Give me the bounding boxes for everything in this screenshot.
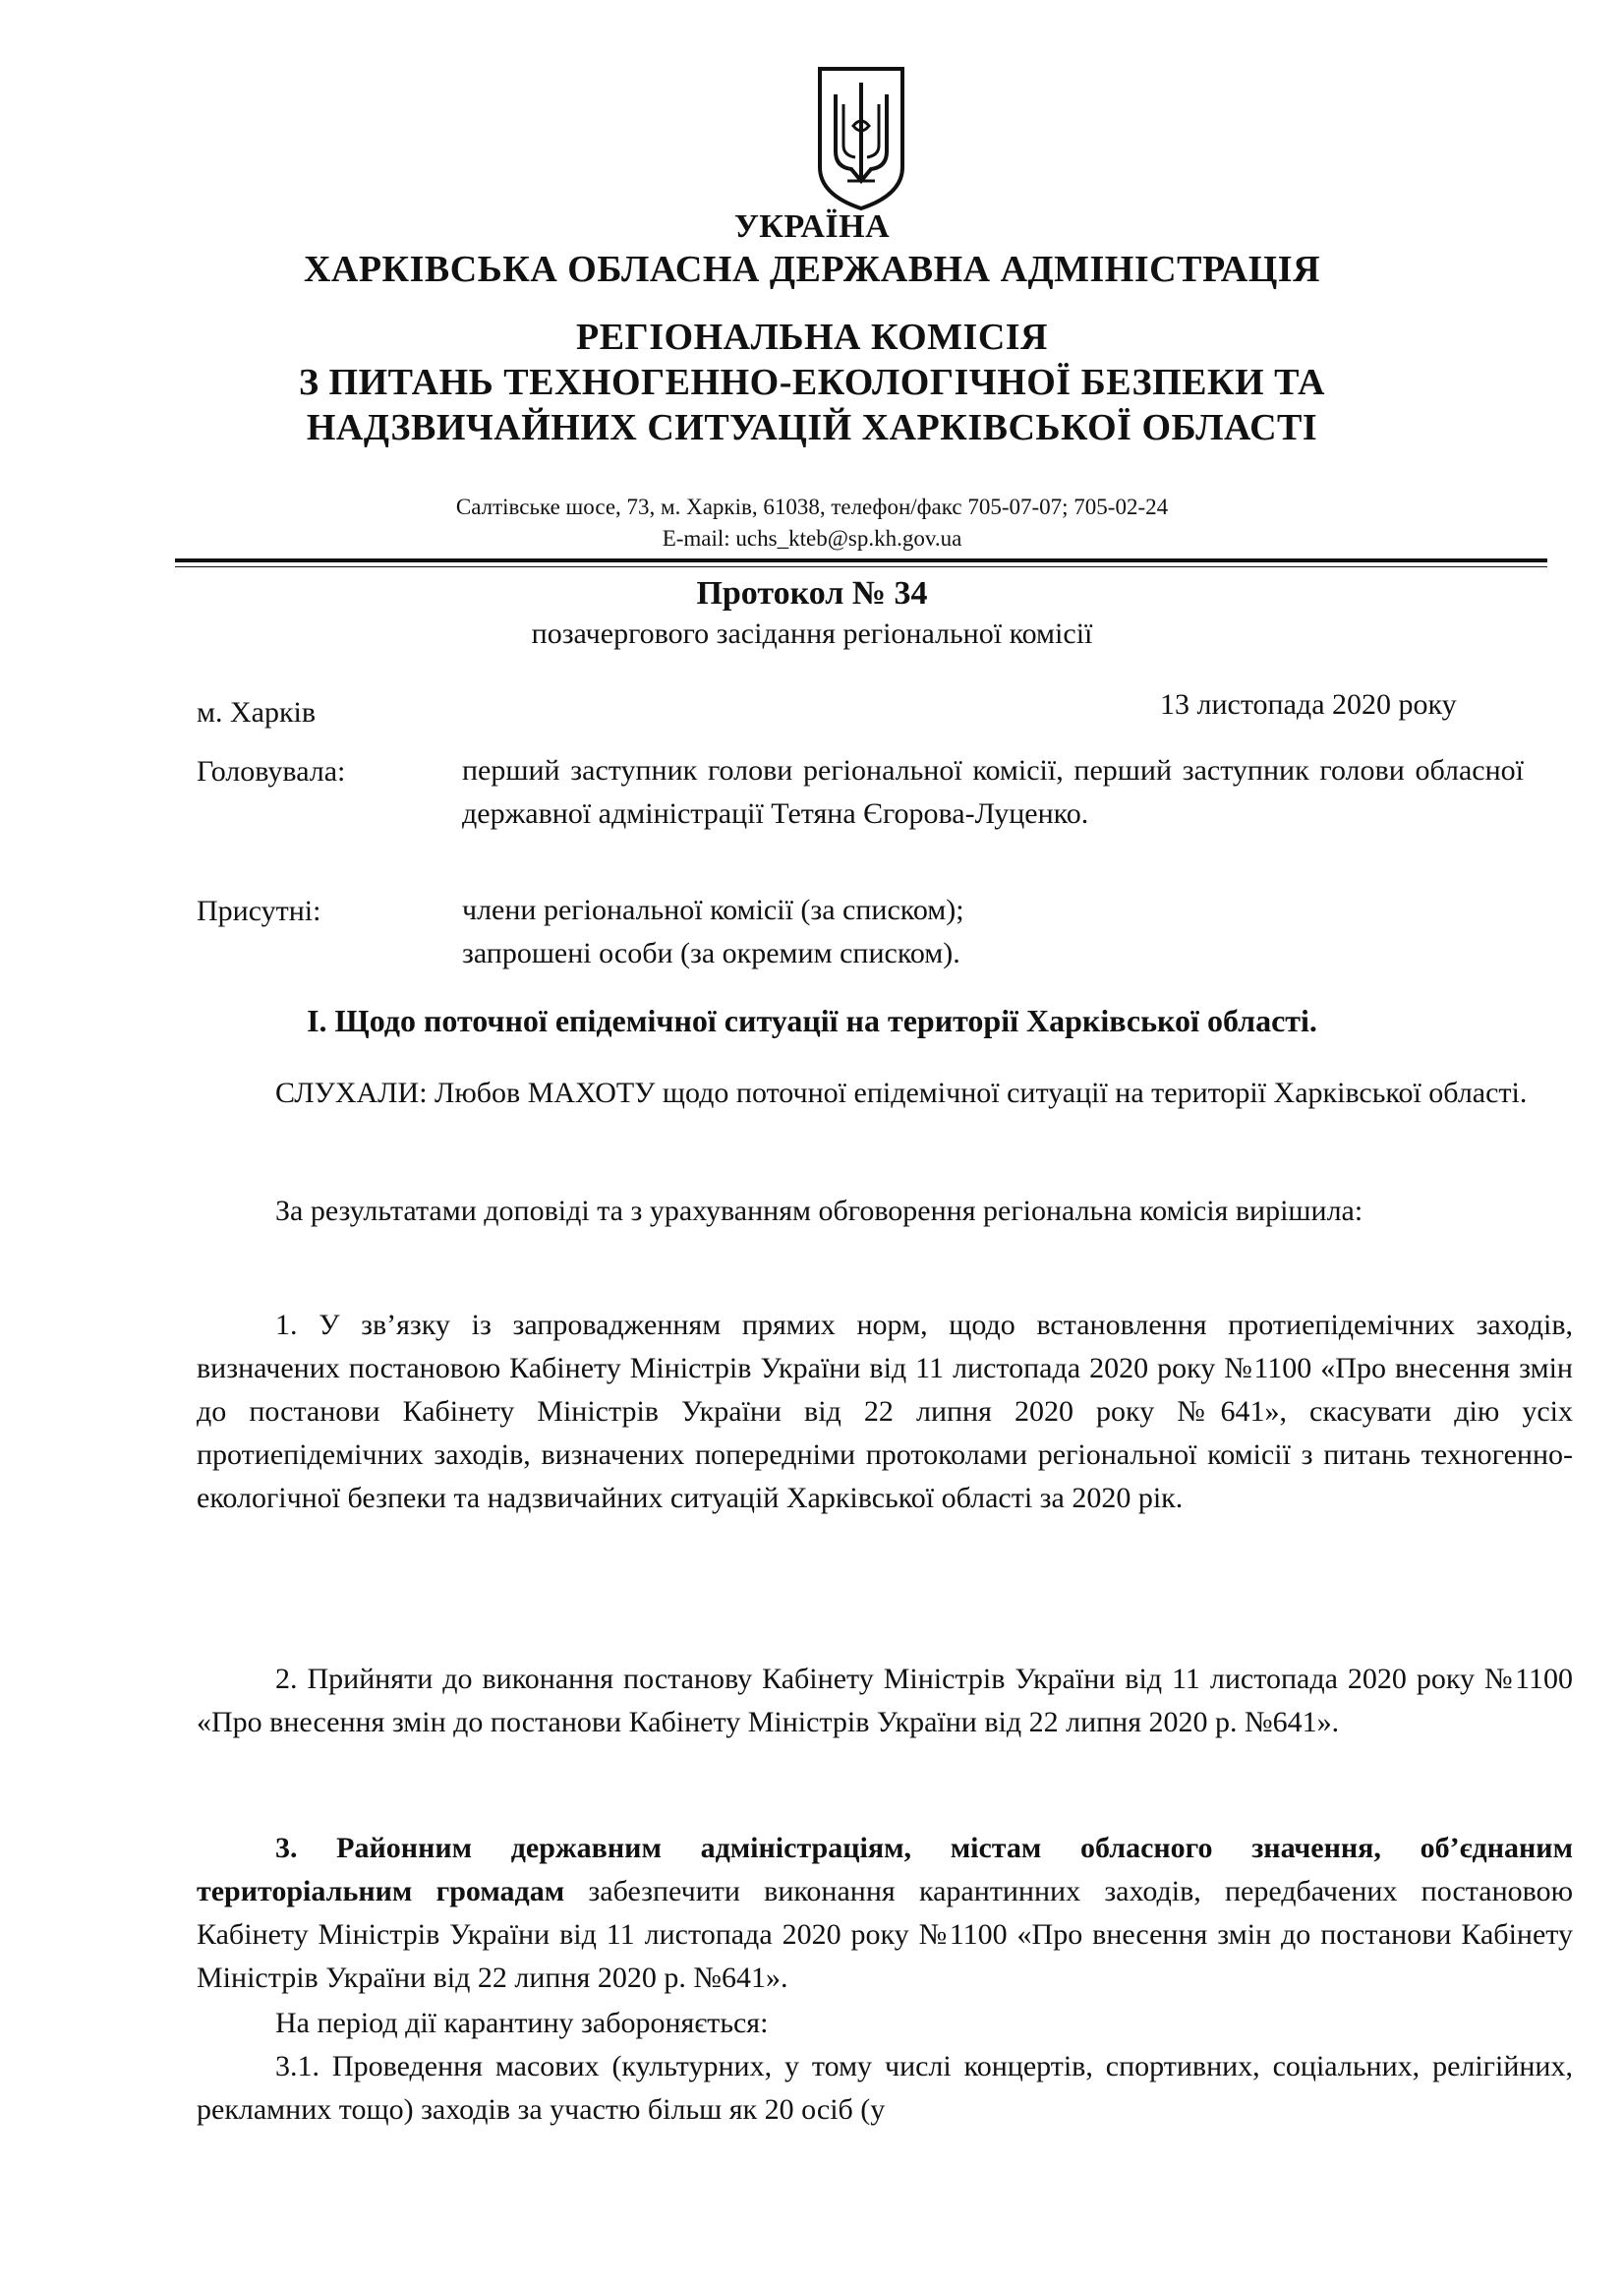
section-heading: I. Щодо поточної епідемічної ситуації на території Харківської області.	[307, 1003, 1317, 1038]
present-line: члени регіональної комісії (за списком);	[462, 894, 964, 926]
decision-item-2: 2. Прийняти до виконання постанову Кабінету Міністрів України від 11 листопада 2020 року №1100 «Про внесення змін до постанови Кабінету Міністрів України від 22 липня 2020 р. №641».	[197, 1663, 1573, 1738]
header-divider	[175, 558, 1547, 562]
decision-item-1: 1. У зв’язку із запровадженням прямих норм, щодо встановлення протиепідемічних заходів, визначених постановою Кабінету Міністрів України від 11 листопада 2020 року №1100 «Про внесення змін до постанови Кабінету Міністрів України від 22 липня 2020 року №641», скасувати дію усіх протиепідемічних заходів, визначених попередніми протоколами регіональної комісії з питань техногенно-екологічної безпеки та надзвичайних ситуацій Харківської області за 2020 рік.	[197, 1309, 1573, 1514]
postal-address: Салтівське шосе, 73, м. Харків, 61038, телефон/факс 705-07-07; 705-02-24	[455, 495, 1169, 519]
header-divider-thin	[175, 566, 1547, 567]
coat-of-arms-icon	[814, 65, 908, 210]
decided-paragraph: За результатами доповіді та з урахуванням обговорення регіональна комісія вирішила:	[275, 1195, 1363, 1227]
chaired-label: Головувала:	[197, 755, 346, 788]
commission-line: З ПИТАНЬ ТЕХНОГЕННО-ЕКОЛОГІЧНОЇ БЕЗПЕКИ ТА	[299, 362, 1325, 403]
quarantine-intro: На період дії карантину забороняється:	[275, 2007, 769, 2039]
email-address: E-mail: uchs_kteb@sp.kh.gov.ua	[662, 526, 962, 551]
protocol-date: 13 листопада 2020 року	[1160, 688, 1457, 721]
country-heading: УКРАЇНА	[733, 208, 891, 245]
decision-item-3-addressees: 3. Районним державним адміністраціям, містам обласного значення, об’єднаним територіальним громадам	[197, 1832, 1573, 1907]
present-line: запрошені особи (за окремим списком).	[462, 937, 960, 969]
contact-block	[0, 492, 1624, 555]
commission-line: НАДЗВИЧАЙНИХ СИТУАЦІЙ ХАРКІВСЬКОЇ ОБЛАСТІ	[306, 407, 1318, 448]
protocol-title: Протокол № 34	[696, 575, 928, 612]
chaired-value: перший заступник голови регіональної комісії, перший заступник голови обласної державної адміністрації Тетяна Єгорова-Луценко.	[462, 754, 1524, 830]
decision-item-3-text: забезпечити виконання карантинних заходів, передбачених постановою Кабінету Міністрів України від 11 листопада 2020 року №1100 «Про внесення змін до постанови Кабінету Міністрів України від 22 липня 2020 р. №641».	[197, 1875, 1574, 1994]
decision-item-3-1: 3.1. Проведення масових (культурних, у тому числі концертів, спортивних, соціальних, релігійних, рекламних тощо) заходів за участю більш як 20 осіб (у	[197, 2050, 1573, 2126]
administration-heading: ХАРКІВСЬКА ОБЛАСНА ДЕРЖАВНА АДМІНІСТРАЦІЯ	[303, 249, 1321, 290]
decision-item-3	[197, 1827, 1573, 2000]
commission-line: РЕГІОНАЛЬНА КОМІСІЯ	[575, 317, 1048, 358]
protocol-subtitle: позачергового засідання регіональної комісії	[531, 617, 1093, 650]
present-label: Присутні:	[197, 895, 321, 927]
commission-heading	[0, 315, 1624, 450]
heard-paragraph: СЛУХАЛИ: Любов МАХОТУ щодо поточної епідемічної ситуації на території Харківської області.	[275, 1077, 1528, 1109]
city: м. Харків	[197, 696, 317, 729]
present-value	[462, 889, 1524, 975]
